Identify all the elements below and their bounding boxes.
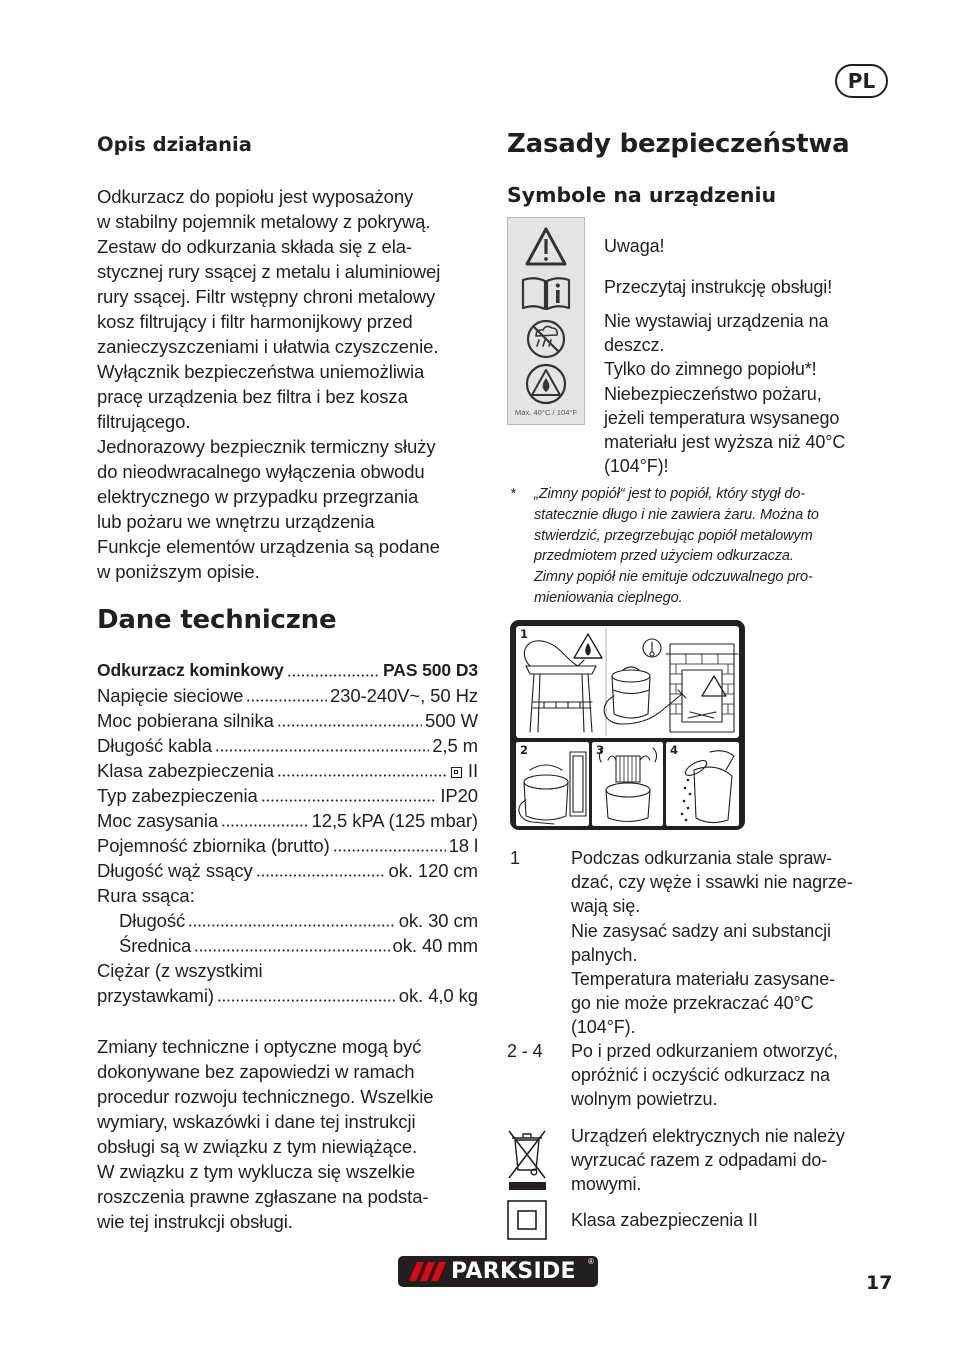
- symbol-descriptions: [604, 309, 845, 478]
- no-rain-slash: [534, 327, 558, 351]
- spec-value: ok. 40 mm: [392, 935, 478, 956]
- dot-leader: [333, 849, 446, 852]
- technical-changes-note: [97, 1034, 433, 1234]
- spec-row: [97, 983, 478, 1008]
- ash-particle: [689, 793, 692, 796]
- text-line: Jednorazowy bezpiecznik termiczny służy: [97, 436, 436, 457]
- text-line: do nieodwracalnego wyłączenia obwodu: [97, 461, 425, 482]
- inner-square: [518, 1211, 536, 1229]
- info-i-dot: [556, 283, 560, 287]
- text-line: palnych.: [571, 944, 638, 965]
- no-rain-icon: [528, 321, 564, 357]
- text-line: mowymi.: [571, 1174, 642, 1195]
- spec-value: 500 W: [425, 710, 478, 731]
- text-line: elektrycznego w przypadku przegrzania: [97, 486, 419, 507]
- text-line: Zestaw do odkurzania składa się z ela-: [97, 236, 412, 257]
- text-line: go nie może przekraczać 40°C: [571, 993, 814, 1014]
- text-line: wolnym powietrzu.: [571, 1089, 718, 1110]
- spec-label: Typ zabezpieczenia: [97, 785, 258, 806]
- text-line: filtrującego.: [97, 411, 191, 432]
- read-manual-text: Przeczytaj instrukcję obsługi!: [604, 277, 833, 297]
- ash-particle: [687, 779, 690, 782]
- spec-value: 230-240V~, 50 Hz: [329, 685, 478, 706]
- crossed-bin-icon: [504, 1127, 550, 1193]
- spec-value: 12,5 kPA (125 mbar): [311, 810, 478, 831]
- tech-specs: [97, 658, 478, 1008]
- text-line: Niebezpieczeństwo pożaru,: [604, 383, 822, 404]
- spec-label: Długość kabla: [97, 735, 212, 756]
- spec-label: Rura ssąca:: [97, 885, 195, 906]
- text-line: Po i przed odkurzaniem otworzyć,: [571, 1041, 838, 1061]
- dot-leader: [217, 999, 396, 1002]
- dot-leader: [188, 924, 396, 927]
- text-line: stycznej rury ssącej z metalu i aluminiowej: [97, 261, 441, 282]
- bin-bar: [509, 1182, 546, 1190]
- tech-data-heading: Dane techniczne: [97, 605, 337, 635]
- ash-particle: [684, 787, 687, 790]
- info-i-stem: [556, 290, 560, 303]
- spec-row: [97, 808, 478, 833]
- panel-label-4: 4: [670, 743, 679, 757]
- spec-row: [97, 933, 478, 958]
- text-line: lub pożaru we wnętrzu urządzenia: [97, 511, 375, 532]
- usage-illustration-svg: [510, 620, 745, 830]
- temperature-limit-label: Max. 40°C / 104°F: [514, 408, 578, 417]
- device-symbols-box: [507, 217, 585, 425]
- footnote-marker: *: [510, 486, 516, 502]
- text-line: Funkcje elementów urządzenia są podane: [97, 536, 440, 557]
- spec-row: [97, 858, 478, 883]
- spec-row: [97, 958, 478, 983]
- warning-exclamation-dot: [544, 257, 548, 261]
- text-line: materiału jest wyższa niż 40°C: [604, 432, 846, 453]
- spec-row: [97, 783, 478, 808]
- spec-row: [97, 908, 478, 933]
- text-line: Zmiany techniczne i optyczne mogą być: [97, 1036, 422, 1057]
- text-line: Zimny popiół nie emituje odczuwalnego pro-: [534, 569, 813, 586]
- spec-label: Średnica: [119, 935, 192, 956]
- instruction-number: 1: [510, 848, 520, 868]
- symbols-heading: Symbole na urządzeniu: [507, 183, 777, 207]
- logo-wordmark: PARKSIDE: [451, 1259, 576, 1284]
- text-line: Urządzeń elektrycznych nie należy: [571, 1126, 845, 1146]
- dot-leader: [215, 749, 429, 752]
- text-line: Tylko do zimnego popiołu*!: [604, 359, 817, 380]
- panel-label-2: 2: [520, 743, 529, 757]
- spec-value: ok. 4,0 kg: [398, 985, 478, 1006]
- spec-row: [97, 833, 478, 858]
- spec-row: [97, 883, 478, 908]
- text-line: statecznie długo i nie zawiera żaru. Można to: [534, 506, 819, 523]
- disposal-text: [571, 1124, 845, 1197]
- spec-value: 18 l: [448, 835, 478, 856]
- spec-value: II: [467, 760, 478, 781]
- ash-particle: [683, 800, 686, 803]
- text-line: rury ssącej. Filtr wstępny chroni metalowy: [97, 286, 436, 307]
- text-line: Temperatura materiału zasysane-: [571, 969, 836, 990]
- dot-leader: [194, 949, 389, 952]
- ash-particle: [681, 813, 684, 816]
- cold-ash-footnote: [534, 484, 819, 609]
- text-line: przedmiotem przed użyciem odkurzacza.: [534, 548, 794, 565]
- spec-value: IP20: [440, 785, 478, 806]
- description-text: [97, 184, 440, 584]
- text-line: wają się.: [571, 896, 641, 917]
- text-line: Odkurzacz do popiołu jest wyposażony: [97, 186, 414, 207]
- protection-class-ii-icon: [451, 767, 462, 778]
- parkside-logo: [398, 1256, 598, 1287]
- flame-icon: [543, 378, 550, 392]
- dot-leader: [261, 799, 438, 802]
- usage-illustration: [510, 620, 745, 830]
- dot-leader: [256, 874, 386, 877]
- spec-label: Pojemność zbiornika (brutto): [97, 835, 330, 856]
- spec-label: Klasa zabezpieczenia: [97, 760, 274, 781]
- description-heading: Opis działania: [97, 133, 252, 156]
- dot-leader: [221, 824, 309, 827]
- dot-leader: [277, 724, 422, 727]
- spec-label: Długość wąż ssący: [97, 860, 253, 881]
- text-line: dokonywane bez zapowiedzi w ramach: [97, 1061, 415, 1082]
- text-line: pracę urządzenia bez filtra i bez kosza: [97, 386, 408, 407]
- spec-value: 2,5 m: [432, 735, 478, 756]
- text-line: stwierdzić, przegrzebując popiół metalowym: [534, 527, 813, 544]
- spec-label: Moc zasysania: [97, 810, 219, 831]
- protection-class-text: Klasa zabezpieczenia II: [571, 1210, 758, 1230]
- protection-class-ii-icon: [507, 1200, 547, 1240]
- text-line: „Zimny popiół“ jest to popiół, który stygł do-: [534, 486, 806, 502]
- text-line: wymiary, wskazówki i dane tej instrukcji: [97, 1111, 416, 1132]
- text-line: procedur rozwoju technicznego. Wszelkie: [97, 1086, 434, 1107]
- spec-row: [97, 758, 478, 783]
- text-line: w poniższym opisie.: [97, 561, 260, 582]
- spec-row: [97, 708, 478, 733]
- panel-label-3: 3: [596, 743, 605, 757]
- ash-particle: [687, 807, 690, 810]
- text-line: Nie zasysać sadzy ani substancji: [571, 920, 831, 941]
- text-line: (104°F).: [571, 1017, 636, 1038]
- spec-value: ok. 120 cm: [388, 860, 478, 881]
- spec-value: ok. 30 cm: [398, 910, 478, 931]
- text-line: roszczenia prawne zgłaszane na podsta-: [97, 1186, 429, 1207]
- spec-label: Odkurzacz kominkowy: [97, 660, 284, 680]
- text-line: mieniowania cieplnego.: [534, 589, 683, 606]
- crossed-bin-svg: [504, 1127, 550, 1193]
- instruction-text: [571, 1039, 838, 1112]
- caution-text: Uwaga!: [604, 236, 665, 256]
- warning-exclamation-bar: [544, 239, 547, 254]
- registered-mark: ®: [588, 1257, 594, 1266]
- text-line: dzać, czy węże i ssawki nie nagrze-: [571, 872, 853, 893]
- text-line: wyrzucać razem z odpadami do-: [571, 1150, 828, 1171]
- text-line: (104°F)!: [604, 456, 669, 477]
- text-line: W związku z tym wyklucza się wszelkie: [97, 1161, 416, 1182]
- spec-label: Ciężar (z wszystkimi: [97, 960, 263, 981]
- dot-leader: [277, 774, 448, 777]
- outer-square: [508, 1201, 546, 1239]
- text-line: Nie wystawiaj urządzenia na: [604, 311, 829, 331]
- dot-leader: [287, 674, 380, 677]
- text-line: jeżeli temperatura wsysanego: [604, 407, 840, 428]
- bin-lid: [512, 1134, 542, 1138]
- spec-row: [97, 733, 478, 758]
- panel-label-1: 1: [520, 627, 529, 641]
- device-symbols: [508, 218, 584, 406]
- dot-leader: [246, 699, 327, 702]
- text-line: kosz filtrujący i filtr harmonijkowy przed: [97, 311, 413, 332]
- spec-row: [97, 683, 478, 708]
- language-badge: PL: [835, 64, 888, 98]
- instruction-number: 2 - 4: [507, 1041, 543, 1061]
- spec-label: Długość: [119, 910, 186, 931]
- instruction-text: [571, 846, 853, 1040]
- spec-label: Napięcie sieciowe: [97, 685, 244, 706]
- spec-row: [97, 658, 478, 683]
- text-line: zanieczyszczeniami i ułatwia czyszczenie.: [97, 336, 439, 357]
- text-line: Podczas odkurzania stale spraw-: [571, 848, 833, 868]
- spec-value: PAS 500 D3: [383, 660, 478, 680]
- safety-heading: Zasady bezpieczeństwa: [507, 129, 850, 159]
- read-manual-icon: [523, 278, 569, 309]
- text-line: Wyłącznik bezpieczeństwa uniemożliwia: [97, 361, 425, 382]
- protection-class-svg: [507, 1200, 547, 1240]
- page-number: 17: [866, 1272, 893, 1294]
- text-line: deszcz.: [604, 335, 665, 356]
- spec-label: przystawkami): [97, 985, 214, 1006]
- text-line: obsługi są w związku z tym niewiążące.: [97, 1136, 418, 1157]
- text-line: opróżnić i oczyścić odkurzacz na: [571, 1065, 830, 1086]
- spec-label: Moc pobierana silnika: [97, 710, 274, 731]
- text-line: wie tej instrukcji obsługi.: [97, 1211, 293, 1232]
- text-line: w stabilny pojemnik metalowy z pokrywą.: [97, 211, 431, 232]
- book-left-page: [523, 278, 545, 309]
- ash-particle: [685, 819, 688, 822]
